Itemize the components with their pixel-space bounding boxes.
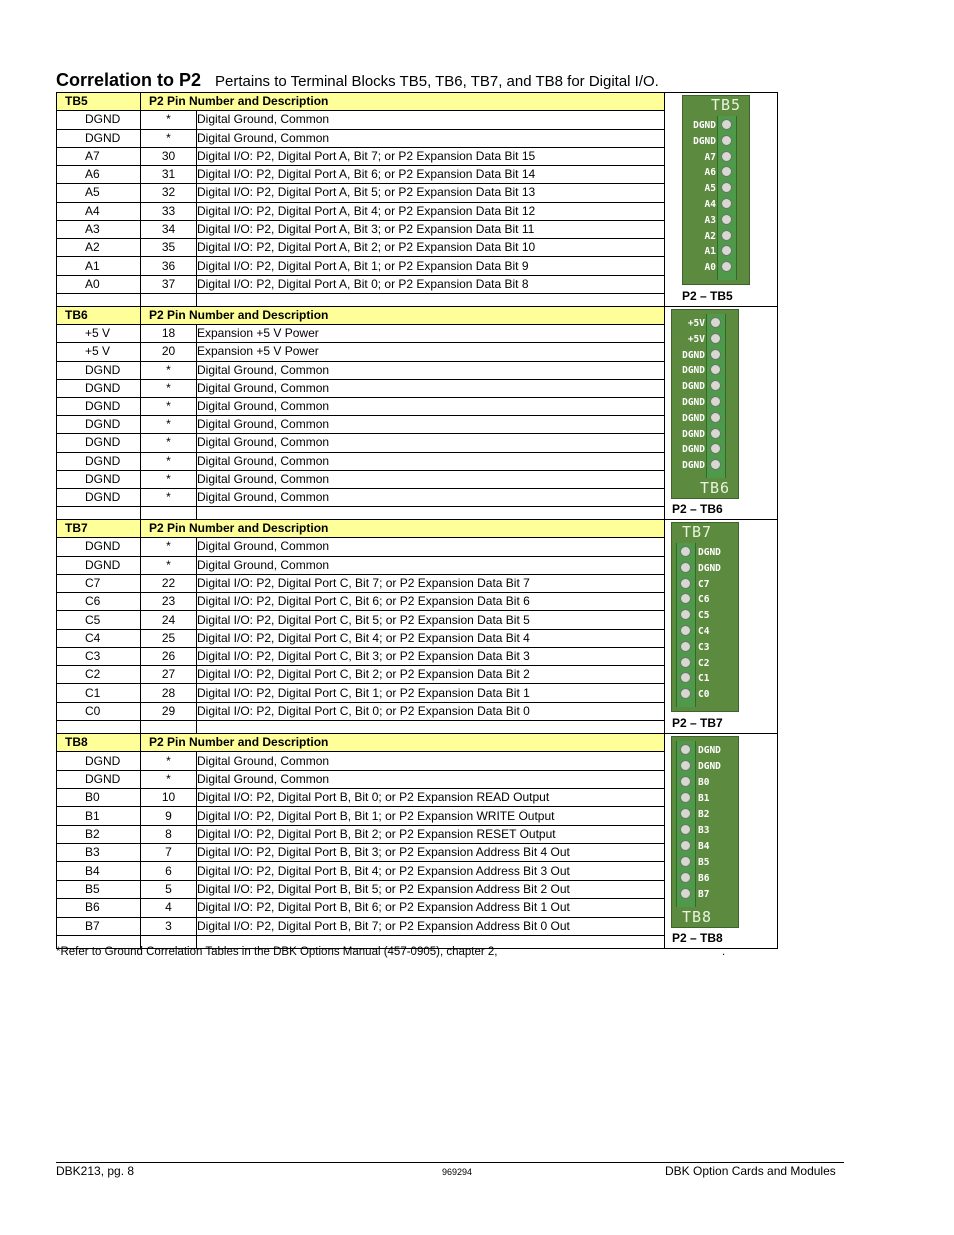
pin-description: Digital I/O: P2, Digital Port B, Bit 5; or P2 Expansion Address Bit 2 Out	[197, 880, 665, 898]
terminal-label: B4	[698, 841, 710, 853]
terminal-label: A3	[704, 214, 716, 226]
signal-label: DGND	[57, 470, 141, 488]
signal-label: B6	[57, 899, 141, 917]
signal-label: DGND	[57, 770, 141, 788]
terminal-label: C4	[698, 626, 710, 638]
block-name: TB8	[57, 734, 141, 752]
signal-label: C0	[57, 702, 141, 720]
terminal-label: A5	[704, 183, 716, 195]
signal-label: B5	[57, 880, 141, 898]
pin-description: Digital I/O: P2, Digital Port A, Bit 7; or P2 Expansion Data Bit 15	[197, 147, 665, 165]
pin-description: Digital Ground, Common	[197, 556, 665, 574]
block-header-row	[57, 520, 778, 538]
terminal-block-photo	[671, 309, 739, 499]
pin-description: Digital I/O: P2, Digital Port A, Bit 0; or P2 Expansion Data Bit 8	[197, 275, 665, 293]
pin-description: Digital Ground, Common	[197, 752, 665, 770]
pin-number: 26	[141, 647, 197, 665]
signal-label: B4	[57, 862, 141, 880]
terminal-block-image-cell	[665, 93, 778, 307]
signal-label: B3	[57, 844, 141, 862]
pin-number: 31	[141, 166, 197, 184]
terminal-label: A2	[704, 230, 716, 242]
terminal-block-image-cell	[665, 520, 778, 734]
pin-number: 34	[141, 220, 197, 238]
terminal-block-caption: P2 – TB6	[672, 502, 723, 517]
pin-description: Digital I/O: P2, Digital Port B, Bit 3; or P2 Expansion Address Bit 4 Out	[197, 844, 665, 862]
screw-terminal-icon	[710, 317, 721, 328]
pin-description: Digital Ground, Common	[197, 538, 665, 556]
terminal-label: +5V	[687, 318, 705, 329]
screw-terminal-icon	[680, 657, 691, 668]
signal-label: A2	[57, 239, 141, 257]
signal-label: B0	[57, 789, 141, 807]
pin-number: 3	[141, 917, 197, 935]
signal-label: C3	[57, 647, 141, 665]
terminal-label: DGND	[682, 381, 705, 393]
signal-label: DGND	[57, 752, 141, 770]
pin-number: 27	[141, 666, 197, 684]
screw-terminal-icon	[721, 198, 732, 209]
block-name: TB6	[57, 307, 141, 325]
signal-label: +5 V	[57, 325, 141, 343]
terminal-label: DGND	[693, 135, 716, 147]
signal-label: B2	[57, 825, 141, 843]
screw-terminal-icon	[721, 119, 732, 130]
screw-terminal-icon	[721, 230, 732, 241]
terminal-label: A4	[704, 199, 716, 210]
block-column-header: P2 Pin Number and Description	[141, 734, 665, 752]
correlation-table-wrapper	[56, 92, 777, 949]
screw-terminal-icon	[680, 744, 691, 755]
terminal-label: B5	[698, 857, 710, 869]
signal-label: A0	[57, 275, 141, 293]
signal-label: DGND	[57, 111, 141, 129]
pin-description: Digital I/O: P2, Digital Port C, Bit 5; or P2 Expansion Data Bit 5	[197, 611, 665, 629]
pin-description: Digital I/O: P2, Digital Port A, Bit 1; or P2 Expansion Data Bit 9	[197, 257, 665, 275]
pin-number: 28	[141, 684, 197, 702]
pin-number: 36	[141, 257, 197, 275]
screw-terminal-icon	[680, 856, 691, 867]
pin-description: Digital Ground, Common	[197, 129, 665, 147]
terminal-label: A0	[704, 262, 716, 274]
spacer-cell	[141, 507, 197, 520]
terminal-label: DGND	[682, 460, 705, 472]
pin-number: 9	[141, 807, 197, 825]
pin-number: 37	[141, 275, 197, 293]
block-name: TB7	[57, 520, 141, 538]
signal-label: A6	[57, 166, 141, 184]
signal-label: C2	[57, 666, 141, 684]
signal-label: C1	[57, 684, 141, 702]
terminal-label: +5V	[687, 333, 705, 345]
screw-terminal-icon	[710, 333, 721, 344]
screw-terminal-icon	[721, 151, 732, 162]
spacer-cell	[197, 507, 665, 520]
pin-number: 32	[141, 184, 197, 202]
spacer-cell	[57, 507, 141, 520]
spacer-cell	[197, 293, 665, 306]
pin-description: Digital Ground, Common	[197, 434, 665, 452]
screw-terminal-icon	[710, 396, 721, 407]
pin-number: *	[141, 111, 197, 129]
pin-description: Digital I/O: P2, Digital Port B, Bit 6; or P2 Expansion Address Bit 1 Out	[197, 899, 665, 917]
pin-number: 6	[141, 862, 197, 880]
footnote-end: .	[722, 946, 726, 958]
pin-description: Digital Ground, Common	[197, 770, 665, 788]
pin-number: *	[141, 434, 197, 452]
pin-description: Expansion +5 V Power	[197, 325, 665, 343]
signal-label: DGND	[57, 379, 141, 397]
screw-terminal-icon	[721, 135, 732, 146]
terminal-label: A6	[704, 167, 716, 179]
pin-number: 8	[141, 825, 197, 843]
pin-number: *	[141, 397, 197, 415]
terminal-block-title: TB8	[682, 908, 713, 927]
signal-label: DGND	[57, 556, 141, 574]
pin-description: Digital I/O: P2, Digital Port B, Bit 2; or P2 Expansion RESET Output	[197, 825, 665, 843]
pin-description: Digital I/O: P2, Digital Port B, Bit 7; or P2 Expansion Address Bit 0 Out	[197, 917, 665, 935]
pin-description: Expansion +5 V Power	[197, 343, 665, 361]
terminal-label: C3	[698, 641, 710, 653]
screw-terminal-icon	[680, 776, 691, 787]
pin-description: Digital Ground, Common	[197, 379, 665, 397]
terminal-label: C1	[698, 673, 710, 685]
signal-label: DGND	[57, 361, 141, 379]
pin-description: Digital Ground, Common	[197, 452, 665, 470]
screw-terminal-icon	[680, 824, 691, 835]
terminal-block-image-cell	[665, 734, 778, 949]
screw-terminal-icon	[680, 641, 691, 652]
pin-description: Digital I/O: P2, Digital Port C, Bit 7; or P2 Expansion Data Bit 7	[197, 574, 665, 592]
signal-label: DGND	[57, 434, 141, 452]
pin-description: Digital I/O: P2, Digital Port B, Bit 1; or P2 Expansion WRITE Output	[197, 807, 665, 825]
spacer-cell	[197, 720, 665, 733]
pin-number: 18	[141, 325, 197, 343]
spacer-cell	[57, 720, 141, 733]
screw-terminal-icon	[680, 562, 691, 573]
pin-number: 25	[141, 629, 197, 647]
terminal-label: C5	[698, 610, 710, 622]
pin-number: 29	[141, 702, 197, 720]
signal-label: A7	[57, 147, 141, 165]
terminal-block-photo	[682, 95, 750, 285]
pin-description: Digital I/O: P2, Digital Port C, Bit 2; or P2 Expansion Data Bit 2	[197, 666, 665, 684]
screw-terminal-icon	[680, 760, 691, 771]
terminal-block-photo	[671, 522, 739, 712]
pin-number: 24	[141, 611, 197, 629]
signal-label: DGND	[57, 452, 141, 470]
signal-label: C6	[57, 593, 141, 611]
terminal-label: A1	[704, 246, 716, 258]
screw-terminal-icon	[710, 428, 721, 439]
pin-number: *	[141, 452, 197, 470]
pin-description: Digital I/O: P2, Digital Port C, Bit 6; or P2 Expansion Data Bit 6	[197, 593, 665, 611]
page-title: Correlation to P2	[56, 70, 202, 90]
screw-terminal-icon	[721, 214, 732, 225]
pin-number: *	[141, 379, 197, 397]
pin-number: *	[141, 129, 197, 147]
terminal-label: B1	[698, 793, 710, 805]
pin-number: *	[141, 470, 197, 488]
signal-label: DGND	[57, 488, 141, 506]
pin-number: 4	[141, 899, 197, 917]
pin-description: Digital I/O: P2, Digital Port B, Bit 0; or P2 Expansion READ Output	[197, 789, 665, 807]
pin-number: *	[141, 361, 197, 379]
screw-terminal-icon	[680, 792, 691, 803]
signal-label: DGND	[57, 538, 141, 556]
footer-doc-number: 969294	[442, 1167, 473, 1177]
screw-terminal-icon	[680, 872, 691, 883]
spacer-cell	[141, 720, 197, 733]
pin-description: Digital I/O: P2, Digital Port C, Bit 3; or P2 Expansion Data Bit 3	[197, 647, 665, 665]
terminal-label: DGND	[698, 745, 721, 757]
block-header-row	[57, 734, 778, 752]
screw-terminal-icon	[710, 349, 721, 360]
terminal-label: B6	[698, 873, 710, 885]
screw-terminal-icon	[680, 546, 691, 557]
pin-description: Digital I/O: P2, Digital Port C, Bit 0; or P2 Expansion Data Bit 0	[197, 702, 665, 720]
signal-label: DGND	[57, 397, 141, 415]
block-header-row	[57, 307, 778, 325]
signal-label: C7	[57, 574, 141, 592]
terminal-label: B7	[698, 889, 710, 901]
pin-description: Digital Ground, Common	[197, 361, 665, 379]
pin-description: Digital Ground, Common	[197, 470, 665, 488]
screw-terminal-icon	[710, 412, 721, 423]
terminal-label: B3	[698, 825, 710, 837]
signal-label: C4	[57, 629, 141, 647]
terminal-block-photo	[671, 736, 739, 928]
screw-terminal-icon	[680, 808, 691, 819]
terminal-label: DGND	[682, 349, 705, 361]
pin-description: Digital I/O: P2, Digital Port A, Bit 2; or P2 Expansion Data Bit 10	[197, 239, 665, 257]
terminal-block-image-cell	[665, 307, 778, 520]
terminal-label: DGND	[698, 761, 721, 773]
pin-description: Digital I/O: P2, Digital Port C, Bit 1; or P2 Expansion Data Bit 1	[197, 684, 665, 702]
footer-page-label: DBK213, pg. 8	[56, 1164, 135, 1178]
terminal-label: DGND	[682, 412, 705, 424]
pin-number: 20	[141, 343, 197, 361]
pin-number: *	[141, 538, 197, 556]
block-column-header: P2 Pin Number and Description	[141, 520, 665, 538]
signal-label: A3	[57, 220, 141, 238]
terminal-label: C2	[698, 657, 710, 669]
pin-number: 22	[141, 574, 197, 592]
terminal-label: C6	[698, 594, 710, 606]
block-header-row	[57, 93, 778, 111]
pin-number: 7	[141, 844, 197, 862]
pin-number: 5	[141, 880, 197, 898]
terminal-block-title: TB7	[682, 523, 713, 542]
terminal-label: B0	[698, 777, 710, 789]
terminal-label: DGND	[682, 428, 705, 440]
pin-number: 30	[141, 147, 197, 165]
screw-terminal-icon	[680, 625, 691, 636]
pin-description: Digital Ground, Common	[197, 416, 665, 434]
page-subtitle: Pertains to Terminal Blocks TB5, TB6, TB7, and TB8 for Digital I/O.	[215, 73, 659, 90]
signal-label: DGND	[57, 416, 141, 434]
terminal-label: C0	[698, 689, 710, 701]
terminal-label: DGND	[693, 120, 716, 131]
spacer-cell	[141, 293, 197, 306]
pin-number: *	[141, 770, 197, 788]
terminal-block-title: TB5	[711, 96, 742, 114]
pin-description: Digital Ground, Common	[197, 111, 665, 129]
footnote: *Refer to Ground Correlation Tables in the DBK Options Manual (457-0905), chapter 2,	[56, 946, 498, 958]
pin-number: *	[141, 752, 197, 770]
pin-number: *	[141, 416, 197, 434]
pin-number: 35	[141, 239, 197, 257]
pin-number: *	[141, 556, 197, 574]
screw-terminal-icon	[680, 578, 691, 589]
signal-label: B7	[57, 917, 141, 935]
pin-number: *	[141, 488, 197, 506]
signal-label: +5 V	[57, 343, 141, 361]
terminal-label: DGND	[682, 397, 705, 408]
pin-description: Digital I/O: P2, Digital Port B, Bit 4; or P2 Expansion Address Bit 3 Out	[197, 862, 665, 880]
terminal-label: DGND	[682, 365, 705, 377]
correlation-table	[56, 92, 778, 949]
pin-description: Digital I/O: P2, Digital Port A, Bit 4; or P2 Expansion Data Bit 12	[197, 202, 665, 220]
pin-number: 23	[141, 593, 197, 611]
block-column-header: P2 Pin Number and Description	[141, 93, 665, 111]
page-heading	[56, 70, 659, 91]
pin-number: 33	[141, 202, 197, 220]
terminal-label: B2	[698, 809, 710, 821]
pin-description: Digital I/O: P2, Digital Port A, Bit 6; or P2 Expansion Data Bit 14	[197, 166, 665, 184]
terminal-block-caption: P2 – TB7	[672, 716, 723, 731]
block-column-header: P2 Pin Number and Description	[141, 307, 665, 325]
pin-description: Digital I/O: P2, Digital Port A, Bit 5; or P2 Expansion Data Bit 13	[197, 184, 665, 202]
spacer-cell	[57, 293, 141, 306]
pin-description: Digital Ground, Common	[197, 488, 665, 506]
pin-description: Digital I/O: P2, Digital Port C, Bit 4; or P2 Expansion Data Bit 4	[197, 629, 665, 647]
terminal-label: DGND	[682, 444, 705, 456]
signal-label: A1	[57, 257, 141, 275]
terminal-block-caption: P2 – TB8	[672, 931, 723, 946]
terminal-block-title: TB6	[700, 479, 731, 497]
pin-description: Digital I/O: P2, Digital Port A, Bit 3; or P2 Expansion Data Bit 11	[197, 220, 665, 238]
terminal-label: C7	[698, 578, 710, 590]
terminal-label: A7	[704, 151, 716, 163]
footer-manual-title: DBK Option Cards and Modules	[665, 1164, 836, 1178]
signal-label: B1	[57, 807, 141, 825]
footer-divider	[56, 1162, 844, 1163]
terminal-label: DGND	[698, 547, 721, 559]
signal-label: DGND	[57, 129, 141, 147]
pin-number: 10	[141, 789, 197, 807]
screw-terminal-icon	[680, 888, 691, 899]
signal-label: C5	[57, 611, 141, 629]
signal-label: A4	[57, 202, 141, 220]
terminal-block-caption: P2 – TB5	[682, 289, 733, 303]
signal-label: A5	[57, 184, 141, 202]
pin-description: Digital Ground, Common	[197, 397, 665, 415]
block-name: TB5	[57, 93, 141, 111]
terminal-label: DGND	[698, 562, 721, 574]
screw-terminal-icon	[680, 840, 691, 851]
